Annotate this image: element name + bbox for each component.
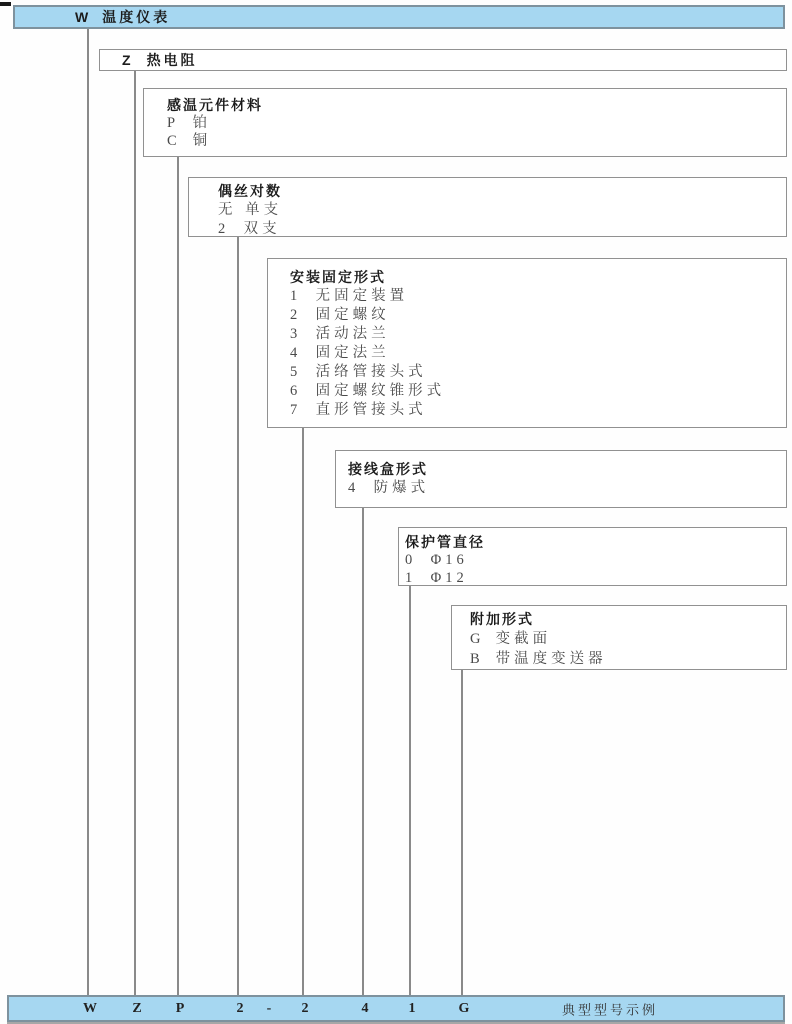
box-item — [470, 629, 786, 649]
item-label: 固定螺纹 — [315, 307, 390, 323]
item-code: 3 — [290, 326, 298, 342]
connector-line-junction-box — [362, 507, 364, 996]
box-title: 保护管直径 — [405, 534, 485, 550]
item-code: P — [167, 115, 176, 131]
connector-line-tube-diameter — [409, 585, 411, 996]
top-bar-code: W — [75, 9, 89, 25]
item-label: 固定螺纹锥形式 — [315, 383, 446, 399]
item-label: 活络管接头式 — [315, 364, 427, 380]
item-code: 无 — [218, 202, 233, 218]
connector-line-w — [87, 28, 89, 996]
protection-tube-diameter-box — [398, 527, 787, 586]
box-item — [348, 479, 786, 498]
box-item — [470, 649, 786, 669]
item-label: 变截面 — [495, 631, 552, 647]
box-item — [290, 401, 786, 420]
connector-line-z — [134, 70, 136, 996]
item-label: Φ12 — [430, 570, 468, 586]
scan-artifact-mark — [0, 2, 11, 6]
item-code: 1 — [290, 288, 298, 304]
box-item — [290, 287, 786, 306]
connector-line-pairs — [237, 236, 239, 996]
item-label: 单支 — [245, 202, 283, 218]
item-code: C — [167, 133, 177, 149]
box-title: 偶丝对数 — [218, 183, 282, 199]
box-item — [290, 363, 786, 382]
item-code: B — [470, 651, 480, 667]
item-code: 0 — [405, 552, 413, 568]
item-code: G — [470, 631, 481, 647]
thermal-resistance-box — [99, 49, 787, 71]
item-label: 双支 — [243, 221, 281, 237]
item-label: Φ16 — [430, 552, 468, 568]
example-model-label: 典型型号示例 — [562, 1002, 659, 1017]
item-code: 2 — [218, 221, 226, 237]
box-item — [167, 132, 786, 150]
connector-line-p — [177, 156, 179, 996]
model-code-diameter: 1 — [408, 1000, 416, 1016]
box-label: 热电阻 — [146, 52, 198, 68]
box-item — [290, 382, 786, 401]
top-bar-temperature-instrument — [13, 5, 785, 29]
box-item — [290, 344, 786, 363]
item-label: 无固定装置 — [315, 288, 409, 304]
item-label: 防爆式 — [373, 480, 430, 496]
top-bar-label: 温度仪表 — [102, 9, 171, 25]
item-label: 活动法兰 — [315, 326, 390, 342]
sensor-element-material-box — [143, 88, 787, 157]
example-model-code-bar — [7, 995, 785, 1022]
model-code-mounting: 2 — [301, 1000, 309, 1016]
model-code-p: P — [175, 1000, 185, 1016]
item-label: 铂 — [192, 115, 212, 131]
box-title: 感温元件材料 — [167, 97, 263, 113]
item-code: 6 — [290, 383, 298, 399]
box-title: 附加形式 — [470, 611, 534, 627]
box-item — [405, 569, 786, 587]
box-item — [290, 306, 786, 325]
item-code: 7 — [290, 402, 298, 418]
box-item — [218, 220, 786, 239]
box-item — [405, 551, 786, 569]
box-item — [218, 201, 786, 220]
box-title: 接线盒形式 — [348, 461, 428, 477]
box-item — [167, 114, 786, 132]
item-code: 2 — [290, 307, 298, 323]
item-label: 带温度变送器 — [495, 651, 607, 667]
model-code-pairs: 2 — [236, 1000, 244, 1016]
connector-line-extra-form — [461, 669, 463, 996]
item-label: 固定法兰 — [315, 345, 390, 361]
model-code-w: W — [83, 1000, 97, 1016]
item-code: 4 — [348, 480, 356, 496]
model-code-junction: 4 — [361, 1000, 369, 1016]
junction-box-type-box — [335, 450, 787, 508]
model-code-extra: G — [458, 1000, 470, 1016]
model-code-z: Z — [132, 1000, 142, 1016]
connector-line-mounting — [302, 427, 304, 996]
box-title: 安装固定形式 — [290, 269, 386, 285]
wire-pair-count-box — [188, 177, 787, 237]
item-label: 直形管接头式 — [315, 402, 427, 418]
item-code: 4 — [290, 345, 298, 361]
model-code-dash: - — [266, 1000, 272, 1016]
box-code: Z — [122, 52, 131, 68]
item-code: 5 — [290, 364, 298, 380]
item-label: 铜 — [192, 133, 212, 149]
box-item — [290, 325, 786, 344]
item-code: 1 — [405, 570, 413, 586]
additional-form-box — [451, 605, 787, 670]
mounting-fixation-type-box — [267, 258, 787, 428]
